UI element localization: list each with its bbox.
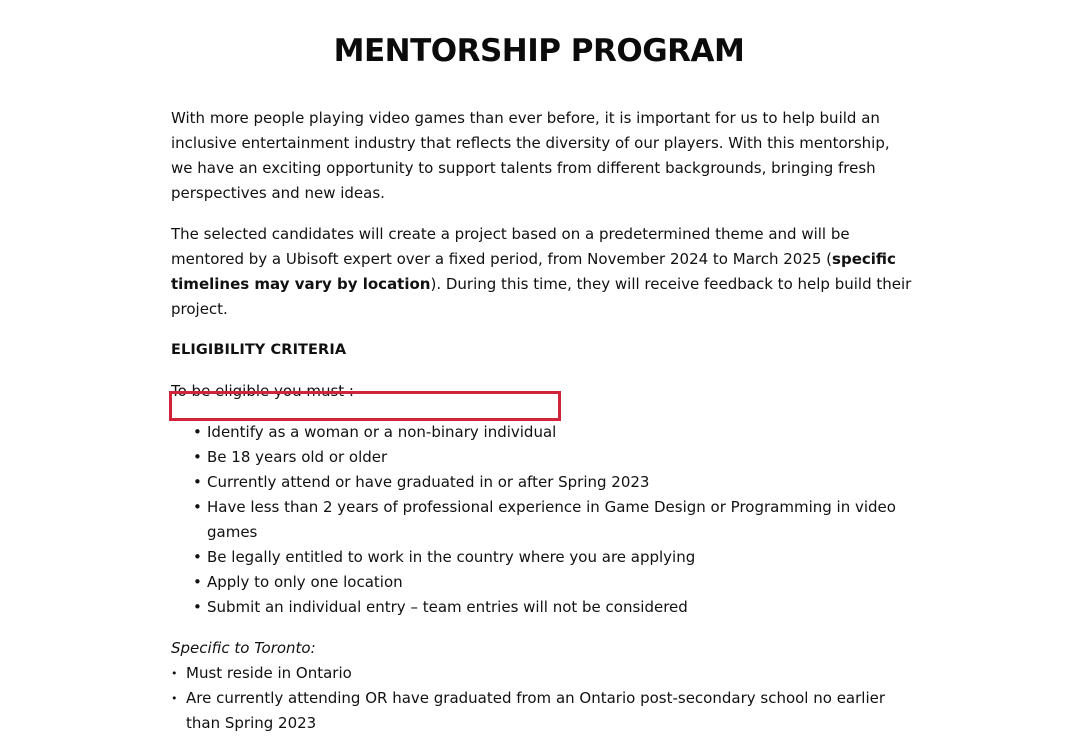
- toronto-list: [171, 661, 915, 736]
- intro-paragraph: With more people playing video games than ever before, it is important for us to help build an inclusive entertainment industry that reflects the diversity of our players. With this mentorship, we have an exciting opportunity to support talents from different backgrounds, bringing fresh perspectives and new ideas.: [171, 109, 890, 202]
- eligibility-lead: To be eligible you must :: [171, 382, 354, 400]
- bullet-icon: •: [193, 498, 202, 516]
- criteria-text: Apply to only one location: [207, 573, 403, 591]
- toronto-text: Are currently attending OR have graduated from an Ontario post-secondary school no earlier than Spring 2023: [186, 689, 886, 732]
- criteria-text: Currently attend or have graduated in or after Spring 2023: [207, 473, 650, 491]
- criteria-item: [193, 420, 915, 445]
- program-text-end: ). During this time, they will receive feedback to help build their project.: [171, 275, 912, 318]
- criteria-text: Identify as a woman or a non-binary individual: [207, 423, 557, 441]
- program-text-start: The selected candidates will create a project based on a predetermined theme and will be mentored by a Ubisoft expert over a fixed period, from November 2024 to March 2025 (: [171, 225, 850, 268]
- bullet-icon: •: [193, 573, 202, 591]
- bullet-icon: •: [193, 448, 202, 466]
- criteria-item: [193, 595, 915, 620]
- toronto-item: [171, 661, 915, 686]
- bullet-icon: •: [193, 598, 202, 616]
- bullet-icon: •: [193, 548, 202, 566]
- eligibility-heading: ELIGIBILITY CRITERIA: [171, 342, 347, 358]
- bullet-icon: •: [171, 692, 178, 705]
- highlight-box: [169, 391, 561, 421]
- toronto-item: [171, 686, 915, 736]
- criteria-item: [193, 570, 915, 595]
- bullet-icon: •: [193, 423, 202, 441]
- criteria-item: [193, 470, 915, 495]
- bullet-icon: •: [193, 473, 202, 491]
- criteria-text: Submit an individual entry – team entries will not be considered: [207, 598, 688, 616]
- criteria-item: [193, 545, 915, 570]
- toronto-text: Must reside in Ontario: [186, 664, 352, 682]
- criteria-text: Be legally entitled to work in the country where you are applying: [207, 548, 696, 566]
- criteria-text: Be 18 years old or older: [207, 448, 388, 466]
- program-timeline-note: specific timelines may vary by location: [171, 250, 896, 293]
- bullet-icon: •: [171, 667, 178, 680]
- criteria-item: [193, 495, 915, 545]
- criteria-item: [193, 445, 915, 470]
- eligibility-list: [171, 420, 915, 620]
- criteria-text: Have less than 2 years of professional experience in Game Design or Programming in video games: [207, 498, 896, 541]
- toronto-heading: Specific to Toronto:: [171, 639, 316, 657]
- program-paragraph: [171, 222, 915, 322]
- page-title: MENTORSHIP PROGRAM: [333, 33, 745, 69]
- page-content: [171, 106, 915, 736]
